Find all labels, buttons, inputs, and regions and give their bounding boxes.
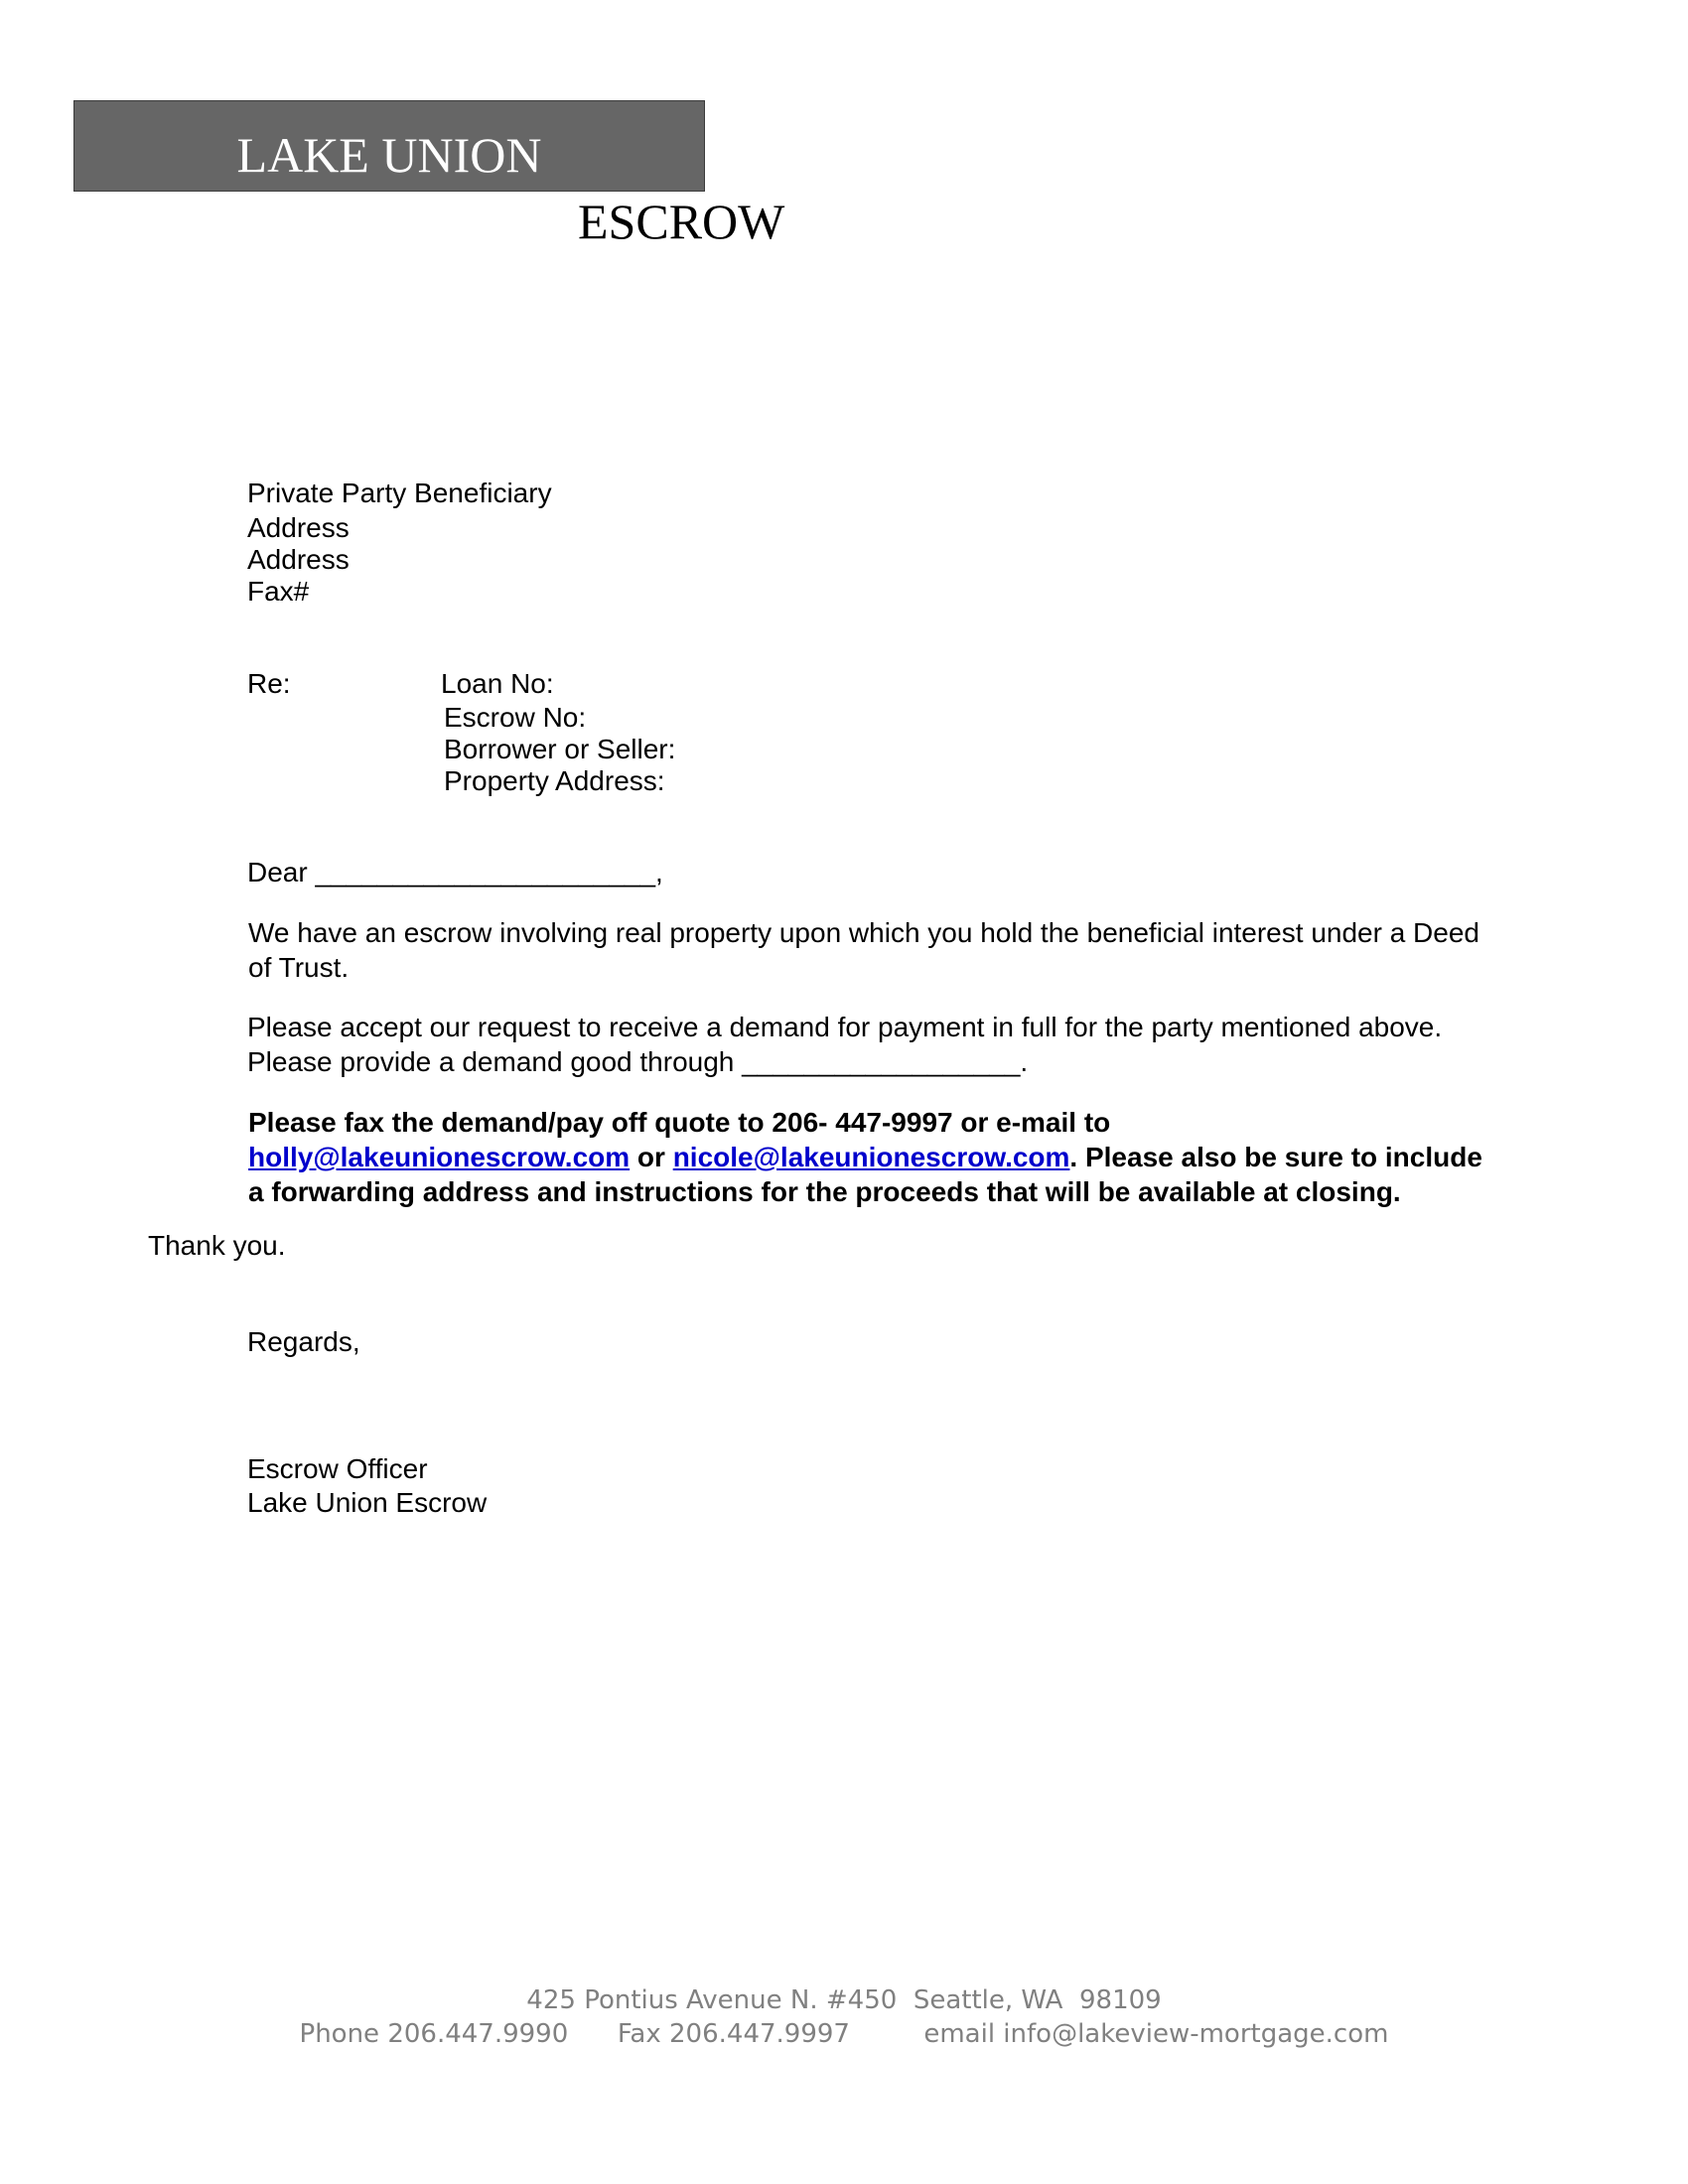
fax-instructions-text-2: or <box>630 1142 673 1172</box>
fax-instructions-text-3: . Please also be sure to include a forwarding address and instructions for the proceeds that will be available at closing. <box>248 1142 1482 1207</box>
re-label: Re: <box>247 668 291 699</box>
email-link-nicole[interactable]: nicole@lakeunionescrow.com <box>672 1142 1070 1172</box>
recipient-address-1: Address <box>247 512 350 543</box>
thank-you: Thank you. <box>148 1230 286 1261</box>
recipient-name: Private Party Beneficiary <box>247 478 552 508</box>
re-borrower-or-seller: Borrower or Seller: <box>444 734 676 764</box>
footer-address: 425 Pontius Avenue N. #450 Seattle, WA 98109 <box>526 1985 1162 2015</box>
fax-instructions-text-1: Please fax the demand/pay off quote to 206- 447-9997 or e-mail to <box>248 1107 1111 1138</box>
closing: Regards, <box>247 1326 360 1357</box>
logo-box <box>73 100 705 192</box>
paragraph-fax-instructions <box>248 1105 1499 1209</box>
re-escrow-no: Escrow No: <box>444 702 587 733</box>
re-loan-no: Loan No: <box>441 668 554 699</box>
signature-company: Lake Union Escrow <box>247 1487 488 1518</box>
logo-line-2: ESCROW <box>578 194 785 249</box>
re-property-address: Property Address: <box>444 765 665 796</box>
salutation: Dear ______________________, <box>247 857 663 887</box>
logo-line-1: LAKE UNION <box>236 127 542 183</box>
footer-contact: Phone 206.447.9990 Fax 206.447.9997 email info@lakeview-mortgage.com <box>299 2019 1389 2049</box>
recipient-fax: Fax# <box>247 576 310 607</box>
paragraph-request-line-1: Please accept our request to receive a demand for payment in full for the party mentioned above. <box>247 1012 1443 1042</box>
recipient-address-2: Address <box>247 544 350 575</box>
signature-title: Escrow Officer <box>247 1453 428 1484</box>
paragraph-request-line-2: Please provide a demand good through __________________. <box>247 1046 1029 1077</box>
paragraph-deed-of-trust: We have an escrow involving real property upon which you hold the beneficial interest under a Deed of Trust. <box>248 917 1479 983</box>
email-link-holly[interactable]: holly@lakeunionescrow.com <box>248 1142 631 1172</box>
